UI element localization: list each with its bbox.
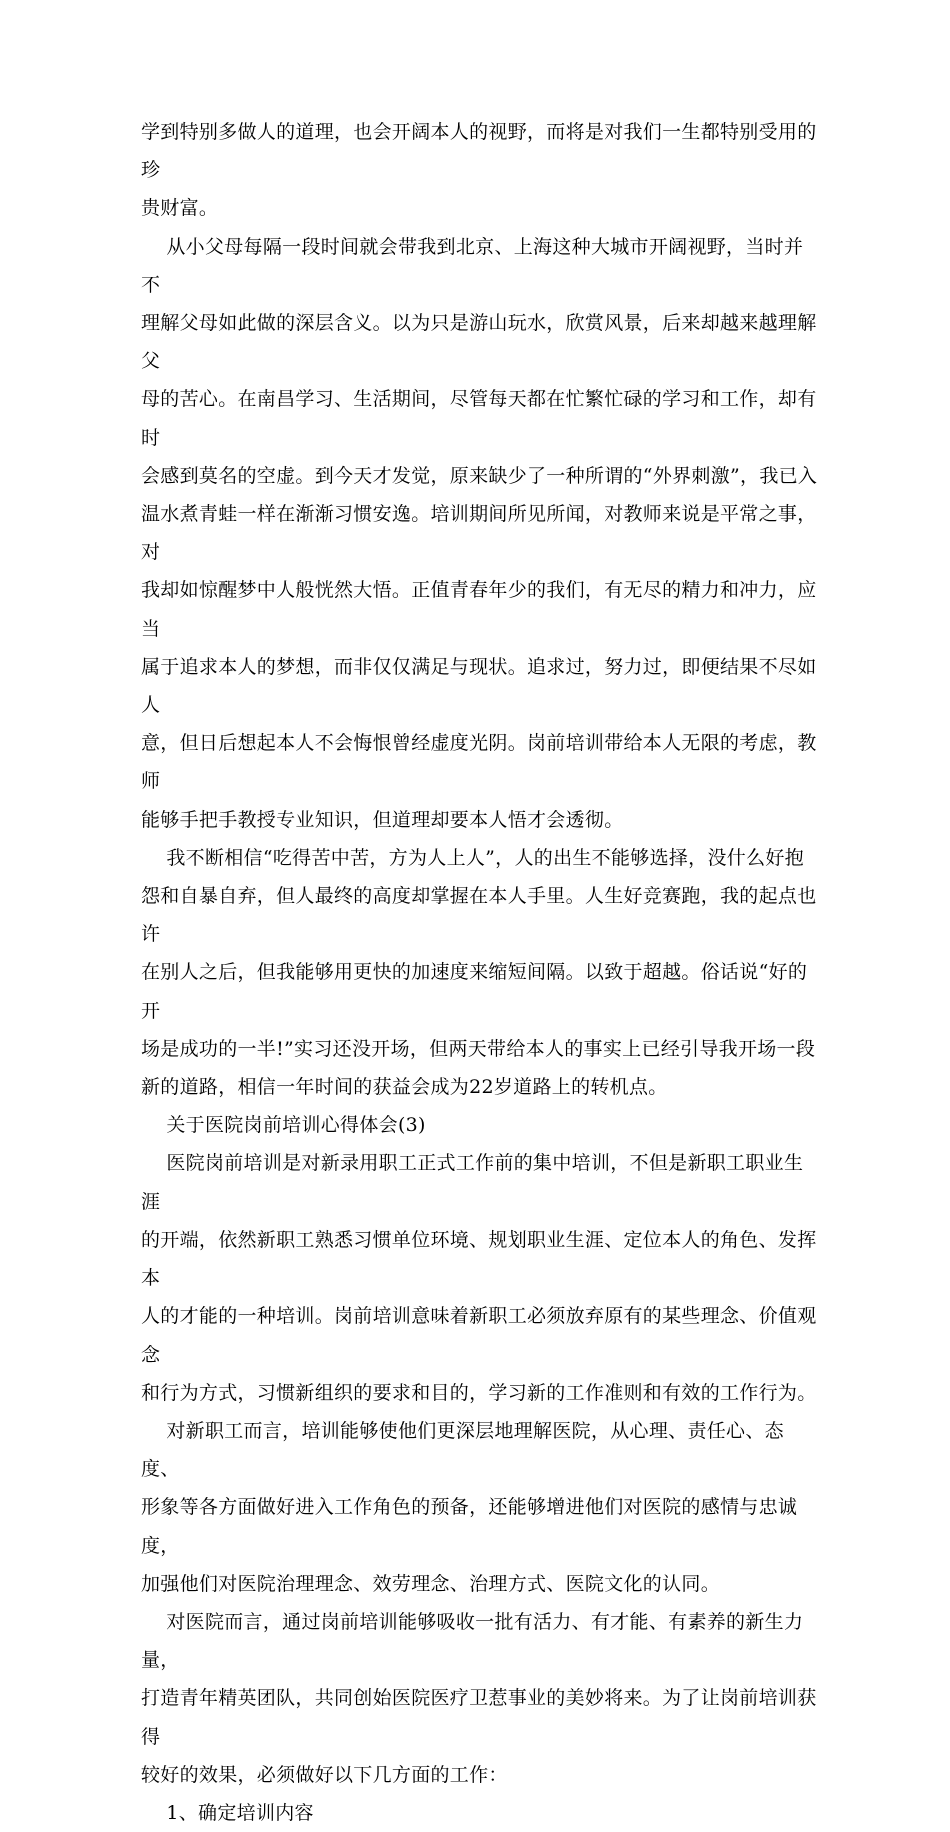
paragraph-5: 对新职工而言，培训能够使他们更深层地理解医院，从心理、责任心、态度、 形象等各方面做好进入工作角色的预备，还能够增进他们对医院的感情与忠诚度， 加强他们对医院治理理念、效劳理念、治理方式、医院文化的认同。 bbox=[141, 1419, 798, 1595]
paragraph-3: 我不断相信“吃得苦中苦，方为人上人”，人的出生不能够选择，没什么好抱 怨和自暴自弃，但人最终的高度却掌握在本人手里。人生好竞赛跑，我的起点也许 在别人之后，但我能够用更快的加速度来缩短间隔。以致于超越。俗话说“好的开 场是成功的一半!”实习还没开场，但两天带给本人的事实上已经引导我开场一段 新的道路，相信一年时间的获益会成为22岁道路上的转机点。 bbox=[141, 846, 817, 1099]
paragraph-1: 学到特别多做人的道理，也会开阔本人的视野，而将是对我们一生都特别受用的珍 贵财富。 bbox=[141, 121, 817, 220]
section-heading: 关于医院岗前培训心得体会(3) bbox=[141, 1114, 426, 1137]
paragraph-2: 从小父母每隔一段时间就会带我到北京、上海这种大城市开阔视野，当时并不 理解父母如此做的深层含义。以为只是游山玩水，欣赏风景，后来却越来越理解父 母的苦心。在南昌学习、生活期间，尽管每天都在忙繁忙碌的学习和工作，却有时 会感到莫名的空虚。到今天才发觉，原来缺少了一种所谓的“外界刺激”，我已入 温水煮青蛙一样在渐渐习惯安逸。培训期间所见所闻，对教师来说是平常之事，对 我却如惊醒梦中人般恍然大悟。正值青春年少的我们，有无尽的精力和冲力，应当 属于追求本人的梦想，而非仅仅满足与现状。追求过，努力过，即便结果不尽如人 意，但日后想起本人不会悔恨曾经虚度光阴。岗前培训带给本人无限的考虑，教师 能够手把手教授专业知识，但道理却要本人悟才会透彻。 bbox=[141, 235, 818, 831]
paragraph-4: 医院岗前培训是对新录用职工正式工作前的集中培训，不但是新职工职业生涯 的开端，依然新职工熟悉习惯单位环境、规划职业生涯、定位本人的角色、发挥本 人的才能的一种培训。岗前培训意味着新职工必须放弃原有的某些理念、价值观念 和行为方式，习惯新组织的要求和目的，学习新的工作准则和有效的工作行为。 bbox=[141, 1152, 817, 1404]
list-item-heading: 1、确定培训内容 bbox=[141, 1801, 314, 1824]
document-body bbox=[141, 113, 821, 1832]
paragraph-6: 对医院而言，通过岗前培训能够吸收一批有活力、有才能、有素养的新生力量， 打造青年精英团队，共同创始医院医疗卫惹事业的美妙将来。为了让岗前培训获得 较好的效果，必须做好以下几方面的工作： bbox=[141, 1610, 817, 1786]
